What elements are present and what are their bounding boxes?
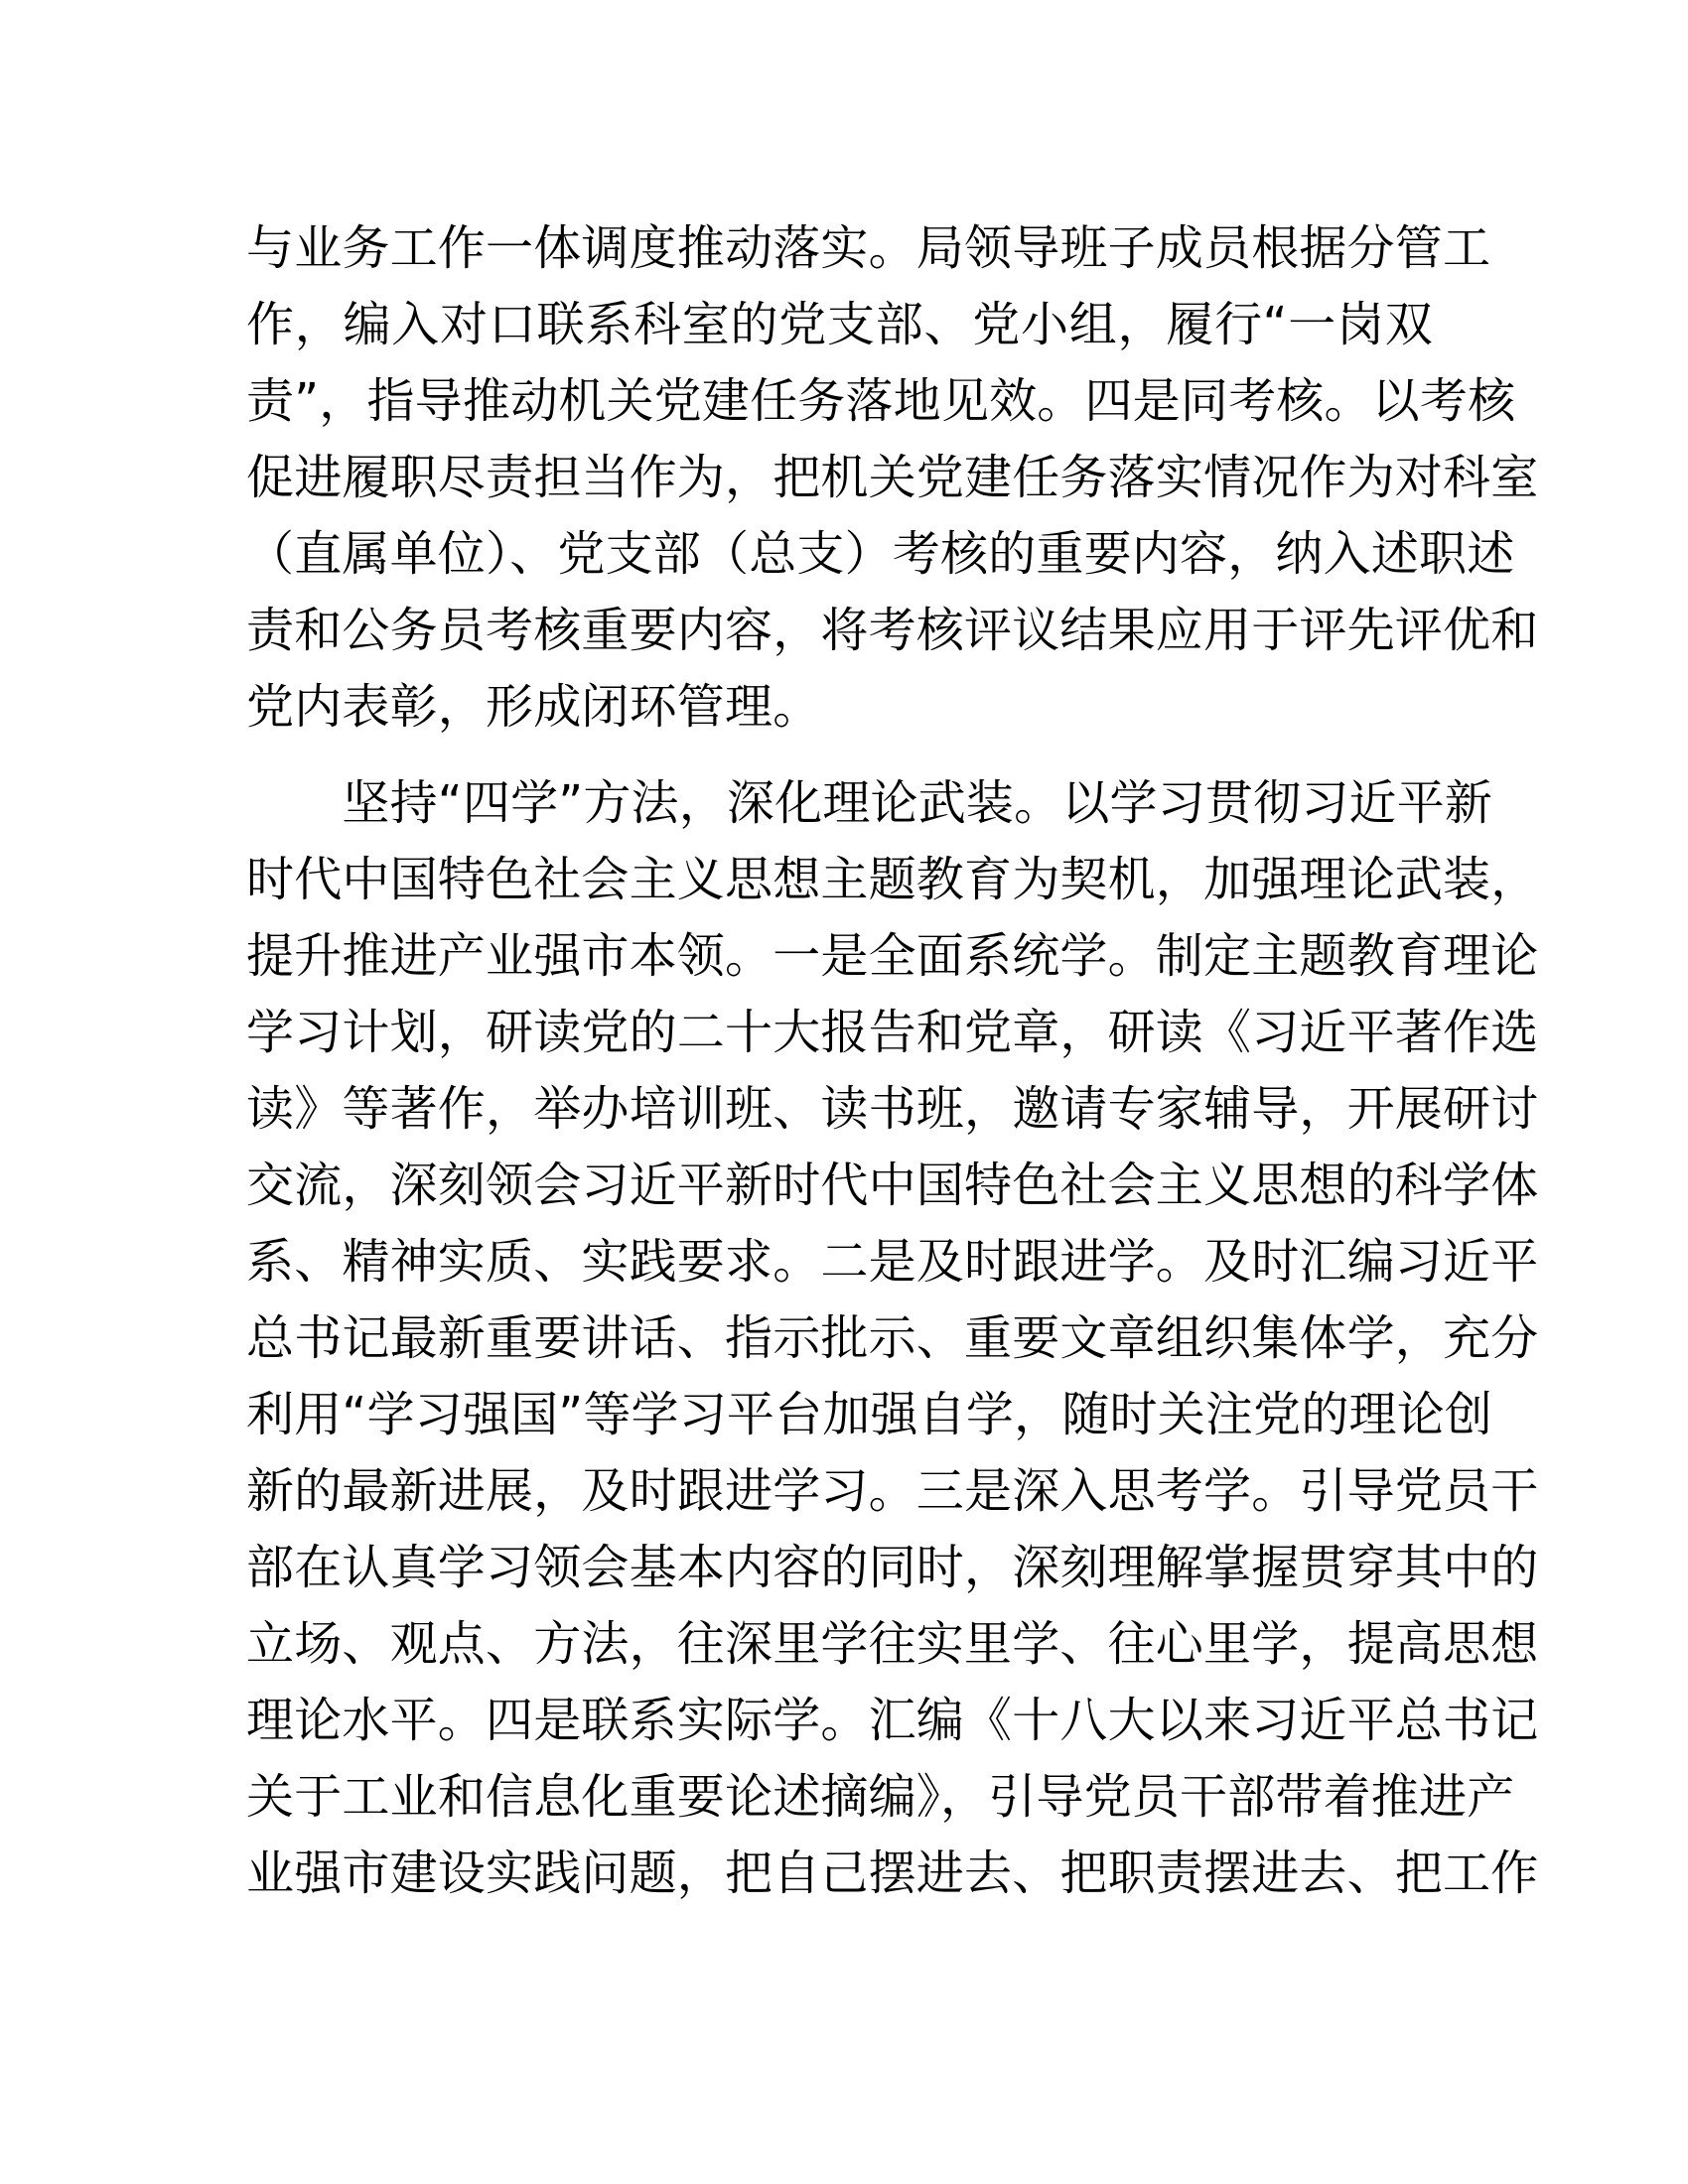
paragraph-line: 关于工业和信息化重要论述摘编》，引导党员干部带着推进产 xyxy=(246,1769,1515,1825)
paragraph-line: 部在认真学习领会基本内容的同时，深刻理解掌握贯穿其中的 xyxy=(246,1540,1539,1595)
paragraph-line: 责和公务员考核重要内容，将考核评议结果应用于评先评优和 xyxy=(246,603,1539,658)
paragraph-line: 与业务工作一体调度推动落实。局领导班子成员根据分管工 xyxy=(246,220,1491,276)
paragraph-line: 业强市建设实践问题，把自己摆进去、把职责摆进去、把工作 xyxy=(246,1845,1539,1901)
paragraph-line: 提升推进产业强市本领。一是全面系统学。制定主题教育理论 xyxy=(246,928,1539,984)
paragraph-line: 新的最新进展，及时跟进学习。三是深入思考学。引导党员干 xyxy=(246,1463,1539,1519)
paragraph-line: 党内表彰，形成闭环管理。 xyxy=(246,679,821,735)
paragraph-line: 作，编入对口联系科室的党支部、党小组，履行“一岗双 xyxy=(246,297,1433,352)
paragraph-2 xyxy=(246,765,1539,1912)
paragraph-line: 坚持“四学”方法，深化理论武装。以学习贯彻习近平新 xyxy=(246,775,1493,831)
paragraph-line: 学习计划，研读党的二十大报告和党章，研读《习近平著作选 xyxy=(246,1005,1539,1060)
paragraph-line: 交流，深刻领会习近平新时代中国特色社会主义思想的科学体 xyxy=(246,1158,1539,1213)
paragraph-line: 立场、观点、方法，往深里学往实里学、往心里学，提高思想 xyxy=(246,1616,1539,1672)
paragraph-line: 时代中国特色社会主义思想主题教育为契机，加强理论武装， xyxy=(246,852,1539,907)
paragraph-line: 促进履职尽责担当作为，把机关党建任务落实情况作为对科室 xyxy=(246,450,1539,505)
paragraph-line: 系、精神实质、实践要求。二是及时跟进学。及时汇编习近平 xyxy=(246,1234,1539,1290)
paragraph-line: （直属单位）、党支部（总支）考核的重要内容，纳入述职述 xyxy=(246,526,1515,582)
paragraph-1 xyxy=(246,210,1539,746)
paragraph-line: 读》等著作，举办培训班、读书班，邀请专家辅导，开展研讨 xyxy=(246,1081,1539,1137)
paragraph-line: 责”，指导推动机关党建任务落地见效。四是同考核。以考核 xyxy=(246,373,1516,429)
paragraph-line: 利用“学习强国”等学习平台加强自学，随时关注党的理论创 xyxy=(246,1387,1493,1442)
paragraph-line: 理论水平。四是联系实际学。汇编《十八大以来习近平总书记 xyxy=(246,1693,1539,1748)
paragraph-line: 总书记最新重要讲话、指示批示、重要文章组织集体学，充分 xyxy=(246,1310,1539,1366)
